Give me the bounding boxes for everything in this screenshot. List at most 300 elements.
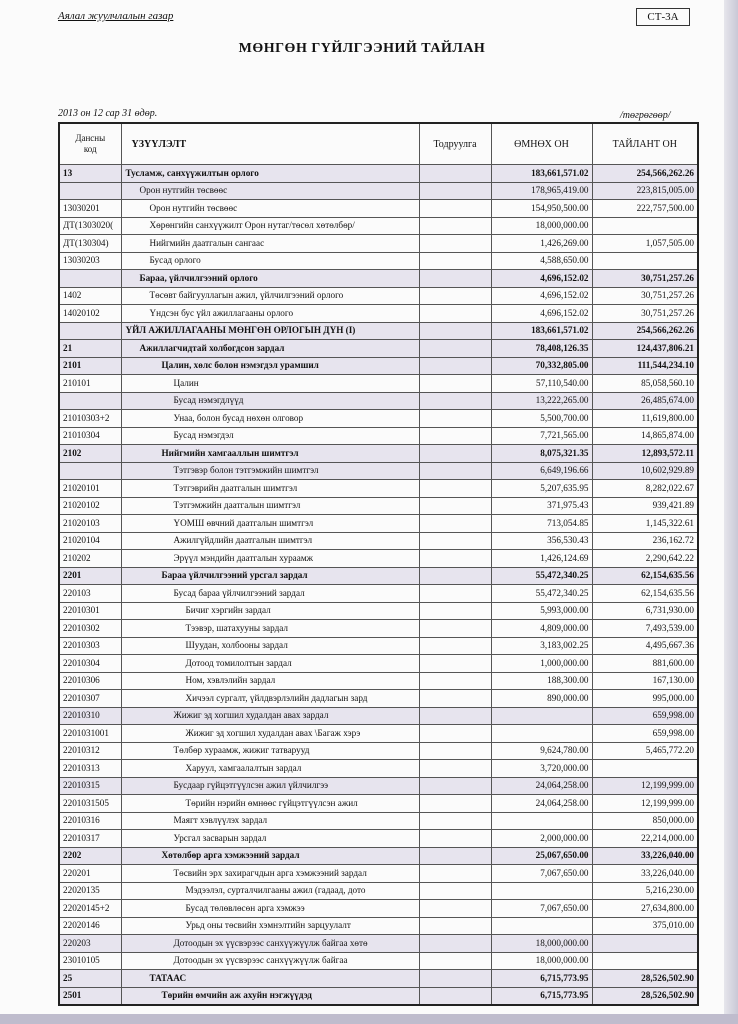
current-year-cell: 995,000.00 <box>592 690 698 708</box>
account-code-cell <box>59 270 121 288</box>
description-cell: Тээвэр, шатахууны зардал <box>121 620 419 638</box>
previous-year-cell: 7,067,650.00 <box>491 900 592 918</box>
account-code-cell: 1402 <box>59 287 121 305</box>
previous-year-cell: 7,067,650.00 <box>491 865 592 883</box>
account-code-cell: 22020135 <box>59 882 121 900</box>
table-row <box>59 165 698 183</box>
table-row <box>59 742 698 760</box>
description-cell: Дотоод томилолтын зардал <box>121 655 419 673</box>
account-code-cell: 22010310 <box>59 707 121 725</box>
description-cell: Эрүүл мэндийн даатгалын хураамж <box>121 550 419 568</box>
previous-year-cell: 18,000,000.00 <box>491 935 592 953</box>
current-year-cell: 1,057,505.00 <box>592 235 698 253</box>
note-cell <box>419 900 491 918</box>
table-row <box>59 357 698 375</box>
current-year-cell: 85,058,560.10 <box>592 375 698 393</box>
description-cell: Урьд оны төсвийн хэмнэлтийн зарцуулалт <box>121 917 419 935</box>
table-row <box>59 480 698 498</box>
previous-year-cell: 5,207,635.95 <box>491 480 592 498</box>
account-code-cell: 2202 <box>59 847 121 865</box>
account-code-cell: 21020102 <box>59 497 121 515</box>
column-header-code <box>59 123 121 165</box>
note-cell <box>419 357 491 375</box>
table-row <box>59 760 698 778</box>
note-cell <box>419 217 491 235</box>
description-cell: Хөтөлбөр арга хэмжээний зардал <box>121 847 419 865</box>
previous-year-cell: 55,472,340.25 <box>491 567 592 585</box>
current-year-cell: 62,154,635.56 <box>592 585 698 603</box>
description-cell: Жижиг эд хогшил худалдан авах зардал <box>121 707 419 725</box>
table-row <box>59 795 698 813</box>
previous-year-cell: 4,588,650.00 <box>491 252 592 270</box>
description-cell: Орон нутгийн төсвөөс <box>121 200 419 218</box>
account-code-cell: 22010301 <box>59 602 121 620</box>
previous-year-cell: 890,000.00 <box>491 690 592 708</box>
description-cell: Бусад бараа үйлчилгээний зардал <box>121 585 419 603</box>
current-year-cell: 375,010.00 <box>592 917 698 935</box>
table-row <box>59 322 698 340</box>
current-year-cell: 5,465,772.20 <box>592 742 698 760</box>
table-row <box>59 637 698 655</box>
column-header-current-year: ТАЙЛАНТ ОН <box>592 123 698 165</box>
table-row <box>59 270 698 288</box>
current-year-cell: 30,751,257.26 <box>592 287 698 305</box>
current-year-cell: 12,199,999.00 <box>592 795 698 813</box>
account-code-cell: 22010304 <box>59 655 121 673</box>
table-row <box>59 655 698 673</box>
account-code-cell: 21010304 <box>59 427 121 445</box>
previous-year-cell: 70,332,805.00 <box>491 357 592 375</box>
table-row <box>59 200 698 218</box>
previous-year-cell: 5,993,000.00 <box>491 602 592 620</box>
description-cell: Төлбөр хураамж, жижиг татварууд <box>121 742 419 760</box>
description-cell: Ажилгүйдлийн даатгалын шимтгэл <box>121 532 419 550</box>
description-cell: Бичиг хэргийн зардал <box>121 602 419 620</box>
previous-year-cell: 1,426,124.69 <box>491 550 592 568</box>
account-code-cell: 210101 <box>59 375 121 393</box>
note-cell <box>419 725 491 743</box>
account-code-cell: 22010306 <box>59 672 121 690</box>
note-cell <box>419 830 491 848</box>
current-year-cell <box>592 952 698 970</box>
description-cell: Шуудан, холбооны зардал <box>121 637 419 655</box>
previous-year-cell: 371,975.43 <box>491 497 592 515</box>
current-year-cell: 6,731,930.00 <box>592 602 698 620</box>
previous-year-cell: 4,696,152.02 <box>491 270 592 288</box>
previous-year-cell: 6,649,196.66 <box>491 462 592 480</box>
table-row <box>59 830 698 848</box>
previous-year-cell <box>491 725 592 743</box>
current-year-cell: 2,290,642.22 <box>592 550 698 568</box>
description-cell: Тэтгэврийн даатгалын шимтгэл <box>121 480 419 498</box>
current-year-cell: 27,634,800.00 <box>592 900 698 918</box>
note-cell <box>419 970 491 988</box>
current-year-cell: 111,544,234.10 <box>592 357 698 375</box>
note-cell <box>419 882 491 900</box>
current-year-cell: 8,282,022.67 <box>592 480 698 498</box>
current-year-cell: 10,602,929.89 <box>592 462 698 480</box>
description-cell: Хичээл сургалт, үйлдвэрлэлийн дадлагын зард <box>121 690 419 708</box>
description-cell: Бараа үйлчилгээний урсгал зардал <box>121 567 419 585</box>
description-cell: Тэтгэвэр болон тэтгэмжийн шимтгэл <box>121 462 419 480</box>
current-year-cell: 4,495,667.36 <box>592 637 698 655</box>
account-code-cell: 13030203 <box>59 252 121 270</box>
description-cell: Ажиллагчидтай холбогдсон зардал <box>121 340 419 358</box>
account-code-cell: 22010315 <box>59 777 121 795</box>
note-cell <box>419 480 491 498</box>
current-year-cell: 5,216,230.00 <box>592 882 698 900</box>
note-cell <box>419 637 491 655</box>
code-header-line2: код <box>83 144 97 154</box>
current-year-cell: 33,226,040.00 <box>592 847 698 865</box>
account-code-cell: 22010303 <box>59 637 121 655</box>
description-cell: Хөрөнгийн санхүүжилт Орон нутаг/төсөл хөтөлбөр/ <box>121 217 419 235</box>
note-cell <box>419 340 491 358</box>
current-year-cell: 62,154,635.56 <box>592 567 698 585</box>
table-row <box>59 882 698 900</box>
current-year-cell: 124,437,806.21 <box>592 340 698 358</box>
note-cell <box>419 585 491 603</box>
table-row <box>59 410 698 428</box>
account-code-cell: 21020104 <box>59 532 121 550</box>
previous-year-cell: 13,222,265.00 <box>491 392 592 410</box>
description-cell: Бусдаар гүйцэтгүүлсэн ажил үйлчилгээ <box>121 777 419 795</box>
description-cell: Бусад нэмэгдлүүд <box>121 392 419 410</box>
report-date: 2013 он 12 сар 31 өдөр. <box>58 108 158 119</box>
description-cell: Мэдээлэл, сурталчилгааны ажил (гадаад, дото <box>121 882 419 900</box>
account-code-cell: 21020101 <box>59 480 121 498</box>
currency-unit: /төгрөгөөр/ <box>620 110 671 121</box>
note-cell <box>419 165 491 183</box>
note-cell <box>419 620 491 638</box>
previous-year-cell: 4,696,152.02 <box>491 305 592 323</box>
description-cell: Дотоодын эх үүсвэрээс санхүүжүүлж байгаа <box>121 952 419 970</box>
note-cell <box>419 795 491 813</box>
description-cell: Нийгмийн даатгалын сангаас <box>121 235 419 253</box>
description-cell: Бараа, үйлчилгээний орлого <box>121 270 419 288</box>
note-cell <box>419 987 491 1005</box>
note-cell <box>419 287 491 305</box>
previous-year-cell <box>491 707 592 725</box>
table-row <box>59 935 698 953</box>
note-cell <box>419 672 491 690</box>
previous-year-cell: 6,715,773.95 <box>491 970 592 988</box>
previous-year-cell: 9,624,780.00 <box>491 742 592 760</box>
account-code-cell: 22010316 <box>59 812 121 830</box>
account-code-cell: 2501 <box>59 987 121 1005</box>
current-year-cell: 850,000.00 <box>592 812 698 830</box>
account-code-cell: 14020102 <box>59 305 121 323</box>
description-cell: Бусад төлөвлөсөн арга хэмжээ <box>121 900 419 918</box>
table-row <box>59 287 698 305</box>
current-year-cell: 881,600.00 <box>592 655 698 673</box>
current-year-cell: 11,619,800.00 <box>592 410 698 428</box>
table-body <box>59 165 698 1006</box>
description-cell: Төрийн өмчийн аж ахуйн нэгжүүдэд <box>121 987 419 1005</box>
description-cell: Цалин <box>121 375 419 393</box>
description-cell: Дотоодын эх үүсвэрээс санхүүжүүлж байгаа хөтө <box>121 935 419 953</box>
table-row <box>59 777 698 795</box>
current-year-cell: 26,485,674.00 <box>592 392 698 410</box>
description-cell: ҮОМШ өвчний даатгалын шимтгэл <box>121 515 419 533</box>
previous-year-cell: 24,064,258.00 <box>491 777 592 795</box>
previous-year-cell: 25,067,650.00 <box>491 847 592 865</box>
current-year-cell: 167,130.00 <box>592 672 698 690</box>
table-row <box>59 690 698 708</box>
account-code-cell: 2102 <box>59 445 121 463</box>
account-code-cell <box>59 462 121 480</box>
account-code-cell: 2201 <box>59 567 121 585</box>
previous-year-cell: 188,300.00 <box>491 672 592 690</box>
table-row <box>59 567 698 585</box>
account-code-cell: 21 <box>59 340 121 358</box>
current-year-cell: 12,893,572.11 <box>592 445 698 463</box>
report-title: МӨНГӨН ГҮЙЛГЭЭНИЙ ТАЙЛАН <box>238 41 486 56</box>
table-row <box>59 252 698 270</box>
previous-year-cell: 3,720,000.00 <box>491 760 592 778</box>
account-code-cell: 25 <box>59 970 121 988</box>
table-header-row <box>59 123 698 165</box>
description-cell: Бусад нэмэгдэл <box>121 427 419 445</box>
account-code-cell: 220201 <box>59 865 121 883</box>
previous-year-cell: 24,064,258.00 <box>491 795 592 813</box>
table-row <box>59 707 698 725</box>
table-row <box>59 672 698 690</box>
table-row <box>59 865 698 883</box>
table-row <box>59 445 698 463</box>
note-cell <box>419 200 491 218</box>
table-row <box>59 340 698 358</box>
note-cell <box>419 515 491 533</box>
description-cell: Тусламж, санхүүжилтын орлого <box>121 165 419 183</box>
previous-year-cell: 18,000,000.00 <box>491 952 592 970</box>
description-cell: Төсөвт байгууллагын ажил, үйлчилгээний орлого <box>121 287 419 305</box>
current-year-cell <box>592 252 698 270</box>
account-code-cell: 13 <box>59 165 121 183</box>
column-header-description: ҮЗҮҮЛЭЛТ <box>121 123 419 165</box>
note-cell <box>419 550 491 568</box>
note-cell <box>419 952 491 970</box>
note-cell <box>419 375 491 393</box>
table-row <box>59 392 698 410</box>
note-cell <box>419 445 491 463</box>
current-year-cell: 30,751,257.26 <box>592 305 698 323</box>
description-cell: Нийгмийн хамгааллын шимтгэл <box>121 445 419 463</box>
previous-year-cell <box>491 812 592 830</box>
note-cell <box>419 865 491 883</box>
previous-year-cell: 8,075,321.35 <box>491 445 592 463</box>
note-cell <box>419 917 491 935</box>
note-cell <box>419 567 491 585</box>
account-code-cell: 22010302 <box>59 620 121 638</box>
table-row <box>59 917 698 935</box>
note-cell <box>419 427 491 445</box>
previous-year-cell: 3,183,002.25 <box>491 637 592 655</box>
table-row <box>59 550 698 568</box>
table-row <box>59 585 698 603</box>
description-cell: Үндсэн бус үйл ажиллагааны орлого <box>121 305 419 323</box>
current-year-cell: 222,757,500.00 <box>592 200 698 218</box>
account-code-cell: 2201031001 <box>59 725 121 743</box>
previous-year-cell: 7,721,565.00 <box>491 427 592 445</box>
table-row <box>59 602 698 620</box>
account-code-cell <box>59 182 121 200</box>
description-cell: Унаа, болон бусад нөхөн олговор <box>121 410 419 428</box>
current-year-cell: 33,226,040.00 <box>592 865 698 883</box>
table-row <box>59 497 698 515</box>
table-row <box>59 375 698 393</box>
account-code-cell: 22010312 <box>59 742 121 760</box>
current-year-cell: 939,421.89 <box>592 497 698 515</box>
note-cell <box>419 270 491 288</box>
table-row <box>59 235 698 253</box>
current-year-cell: 22,214,000.00 <box>592 830 698 848</box>
account-code-cell: 23010105 <box>59 952 121 970</box>
current-year-cell: 254,566,262.26 <box>592 165 698 183</box>
current-year-cell <box>592 217 698 235</box>
description-cell: Цалин, хөлс болон нэмэгдэл урамшил <box>121 357 419 375</box>
previous-year-cell: 57,110,540.00 <box>491 375 592 393</box>
form-code-box: СТ-3А <box>636 8 690 26</box>
note-cell <box>419 655 491 673</box>
previous-year-cell: 2,000,000.00 <box>491 830 592 848</box>
table-row <box>59 900 698 918</box>
description-cell: Төрийн нэрийн өмнөөс гүйцэтгүүлсэн ажил <box>121 795 419 813</box>
note-cell <box>419 847 491 865</box>
account-code-cell: 2201031505 <box>59 795 121 813</box>
table-row <box>59 987 698 1005</box>
previous-year-cell: 1,426,269.00 <box>491 235 592 253</box>
account-code-cell <box>59 392 121 410</box>
previous-year-cell: 55,472,340.25 <box>491 585 592 603</box>
description-cell: Маягт хэвлүүлэх зардал <box>121 812 419 830</box>
note-cell <box>419 182 491 200</box>
previous-year-cell: 1,000,000.00 <box>491 655 592 673</box>
account-code-cell: 22020146 <box>59 917 121 935</box>
account-code-cell: 22020145+2 <box>59 900 121 918</box>
note-cell <box>419 602 491 620</box>
account-code-cell: 220203 <box>59 935 121 953</box>
table-row <box>59 305 698 323</box>
previous-year-cell: 6,715,773.95 <box>491 987 592 1005</box>
description-cell: Төсвийн эрх захирагчдын арга хэмжээний зардал <box>121 865 419 883</box>
account-code-cell: 22010317 <box>59 830 121 848</box>
description-cell: Орон нутгийн төсвөөс <box>121 182 419 200</box>
table-row <box>59 620 698 638</box>
current-year-cell: 7,493,539.00 <box>592 620 698 638</box>
description-cell: Харуул, хамгаалалтын зардал <box>121 760 419 778</box>
previous-year-cell: 713,054.85 <box>491 515 592 533</box>
table-row <box>59 847 698 865</box>
current-year-cell <box>592 935 698 953</box>
note-cell <box>419 812 491 830</box>
account-code-cell: 13030201 <box>59 200 121 218</box>
current-year-cell: 223,815,005.00 <box>592 182 698 200</box>
table-row <box>59 217 698 235</box>
previous-year-cell <box>491 882 592 900</box>
table-row <box>59 515 698 533</box>
note-cell <box>419 532 491 550</box>
current-year-cell: 30,751,257.26 <box>592 270 698 288</box>
column-header-previous-year: ӨМНӨХ ОН <box>491 123 592 165</box>
table-row <box>59 182 698 200</box>
scan-background <box>0 1014 738 1024</box>
account-code-cell: 210202 <box>59 550 121 568</box>
organization-name: Аялал жуулчлалын газар <box>58 10 174 22</box>
previous-year-cell <box>491 917 592 935</box>
table-row <box>59 952 698 970</box>
note-cell <box>419 305 491 323</box>
description-cell: ҮЙЛ АЖИЛЛАГААНЫ МӨНГӨН ОРЛОГЫН ДҮН (I) <box>121 322 419 340</box>
table-row <box>59 462 698 480</box>
account-code-cell: ДТ(1303020( <box>59 217 121 235</box>
previous-year-cell: 5,500,700.00 <box>491 410 592 428</box>
note-cell <box>419 690 491 708</box>
note-cell <box>419 410 491 428</box>
previous-year-cell: 183,661,571.02 <box>491 322 592 340</box>
account-code-cell: ДТ(130304) <box>59 235 121 253</box>
page-edge <box>724 0 738 1024</box>
account-code-cell: 22010313 <box>59 760 121 778</box>
account-code-cell: 2101 <box>59 357 121 375</box>
current-year-cell: 28,526,502.90 <box>592 970 698 988</box>
column-header-note: Тодруулга <box>419 123 491 165</box>
note-cell <box>419 392 491 410</box>
code-header-line1: Дансны <box>75 133 106 143</box>
previous-year-cell: 18,000,000.00 <box>491 217 592 235</box>
description-cell: Тэтгэмжийн даатгалын шимтгэл <box>121 497 419 515</box>
account-code-cell: 21020103 <box>59 515 121 533</box>
account-code-cell: 220103 <box>59 585 121 603</box>
current-year-cell: 659,998.00 <box>592 725 698 743</box>
note-cell <box>419 777 491 795</box>
account-code-cell <box>59 322 121 340</box>
previous-year-cell: 178,965,419.00 <box>491 182 592 200</box>
cash-flow-table <box>58 122 699 1006</box>
current-year-cell: 254,566,262.26 <box>592 322 698 340</box>
table-row <box>59 970 698 988</box>
current-year-cell: 659,998.00 <box>592 707 698 725</box>
table-row <box>59 532 698 550</box>
note-cell <box>419 252 491 270</box>
note-cell <box>419 742 491 760</box>
note-cell <box>419 760 491 778</box>
previous-year-cell: 356,530.43 <box>491 532 592 550</box>
current-year-cell: 14,865,874.00 <box>592 427 698 445</box>
current-year-cell <box>592 760 698 778</box>
description-cell: Жижиг эд хогшил худалдан авах \Багаж хэрэ <box>121 725 419 743</box>
table-row <box>59 725 698 743</box>
current-year-cell: 236,162.72 <box>592 532 698 550</box>
previous-year-cell: 78,408,126.35 <box>491 340 592 358</box>
note-cell <box>419 322 491 340</box>
previous-year-cell: 154,950,500.00 <box>491 200 592 218</box>
account-code-cell: 21010303+2 <box>59 410 121 428</box>
note-cell <box>419 462 491 480</box>
previous-year-cell: 4,696,152.02 <box>491 287 592 305</box>
description-cell: ТАТААС <box>121 970 419 988</box>
previous-year-cell: 4,809,000.00 <box>491 620 592 638</box>
description-cell: Ном, хэвлэлийн зардал <box>121 672 419 690</box>
account-code-cell: 22010307 <box>59 690 121 708</box>
note-cell <box>419 497 491 515</box>
description-cell: Урсгал засварын зардал <box>121 830 419 848</box>
note-cell <box>419 707 491 725</box>
current-year-cell: 1,145,322.61 <box>592 515 698 533</box>
note-cell <box>419 235 491 253</box>
table-row <box>59 812 698 830</box>
table-row <box>59 427 698 445</box>
